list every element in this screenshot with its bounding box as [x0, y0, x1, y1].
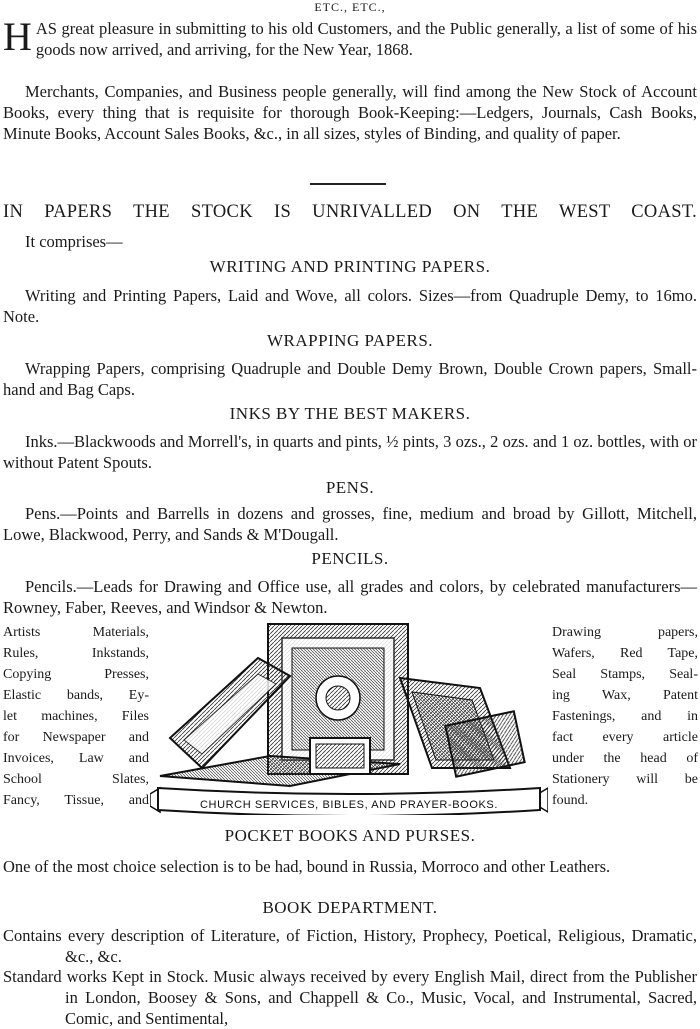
- section-text-writing: Writing and Printing Papers, Laid and Wove, all colors. Sizes—from Quadruple Demy, to 16mo. Note.: [3, 286, 697, 326]
- standard-works-text: Standard works Kept in Stock. Music always received by every English Mail, direct from the Publisher in London, Boosey & Sons, and Chappell & Co., Music, Vocal, and Instrumental, Sacred, Comic, and Sentimental,: [3, 967, 697, 1028]
- intro-text: AS great pleasure in submitting to his old Customers, and the Public generally, a list of some of his goods now arrived, and arriving, for the New Year, 1868.: [35, 19, 697, 59]
- right-col-line: Fastenings, and in: [552, 709, 698, 724]
- pocket-books-text: One of the most choice selection is to be had, bound in Russia, Morroco and other Leathers.: [3, 857, 611, 876]
- page-header: ETC., ETC.,: [314, 0, 386, 14]
- right-col-line: Seal Stamps, Seal-: [552, 667, 698, 682]
- right-col-line: Stationery will be: [552, 772, 698, 787]
- left-col-line: Copying Presses,: [3, 667, 149, 682]
- intro-paragraph: [3, 14, 697, 60]
- left-col-line: Rules, Inkstands,: [3, 646, 149, 661]
- left-col-line: Invoices, Law and: [3, 751, 149, 766]
- book-department-heading: BOOK DEPARTMENT.: [262, 898, 438, 917]
- section-heading-inks: INKS BY THE BEST MAKERS.: [229, 404, 471, 423]
- banner-text: CHURCH SERVICES, BIBLES, AND PRAYER-BOOKS.: [199, 799, 499, 811]
- left-col-line: Artists Materials,: [3, 625, 149, 640]
- section-heading-pencils: PENCILS.: [311, 549, 389, 568]
- left-col-line: Elastic bands, Ey-: [3, 688, 149, 703]
- right-col-line: ing Wax, Patent: [552, 688, 698, 703]
- comprises-text: It comprises—: [25, 232, 123, 251]
- left-col-line: Fancy, Tissue, and: [3, 793, 149, 808]
- right-col-line: fact every article: [552, 730, 698, 745]
- section-text-inks: Inks.—Blackwoods and Morrell's, in quarts and pints, ½ pints, 3 ozs., 2 ozs. and 1 oz. bottles, with or without Patent Spouts.: [3, 432, 697, 472]
- left-column-list: [3, 622, 149, 811]
- account-books-paragraph: Merchants, Companies, and Business people generally, will find among the New Stock of Account Books, every thing that is requisite for thorough Book-Keeping:—Ledgers, Journals, Cash Books, Minute Books, Account Sales Books, &c., in all sizes, styles of Binding, and quality of paper.: [3, 82, 697, 143]
- left-col-line: School Slates,: [3, 772, 149, 787]
- papers-heading: IN PAPERS THE STOCK IS UNRIVALLED ON THE WEST COAST.: [3, 202, 697, 222]
- right-col-line: found.: [552, 793, 589, 808]
- section-heading-wrapping: WRAPPING PAPERS.: [266, 331, 434, 350]
- left-col-line: for Newspaper and: [3, 730, 149, 745]
- right-column-list: [552, 622, 698, 811]
- section-heading-pens: PENS.: [325, 478, 375, 497]
- section-heading-writing: WRITING AND PRINTING PAPERS.: [209, 257, 491, 276]
- divider-rule: [310, 183, 386, 185]
- right-col-line: under the head of: [552, 751, 698, 766]
- book-department-text: Contains every description of Literature, of Fiction, History, Prophecy, Poetical, Religious, Dramatic, &c., &c.: [3, 926, 697, 966]
- section-text-wrapping: Wrapping Papers, comprising Quadruple and Double Demy Brown, Double Crown papers, Small-hand and Bag Caps.: [3, 359, 697, 399]
- books-illustration: [150, 618, 548, 815]
- pocket-books-heading: POCKET BOOKS AND PURSES.: [224, 826, 476, 845]
- right-col-line: Drawing papers,: [552, 625, 698, 640]
- right-col-line: Wafers, Red Tape,: [552, 646, 698, 661]
- section-text-pencils: Pencils.—Leads for Drawing and Office use, all grades and colors, by celebrated manufacturers—Rowney, Faber, Reeves, and Windsor & Newton.: [3, 577, 697, 617]
- drop-cap: H: [3, 14, 32, 59]
- left-col-line: let machines, Files: [3, 709, 149, 724]
- section-text-pens: Pens.—Points and Barrells in dozens and grosses, fine, medium and broad by Gillott, Mitchell, Lowe, Blackwood, Perry, and Sands & M'Dougall.: [3, 504, 697, 544]
